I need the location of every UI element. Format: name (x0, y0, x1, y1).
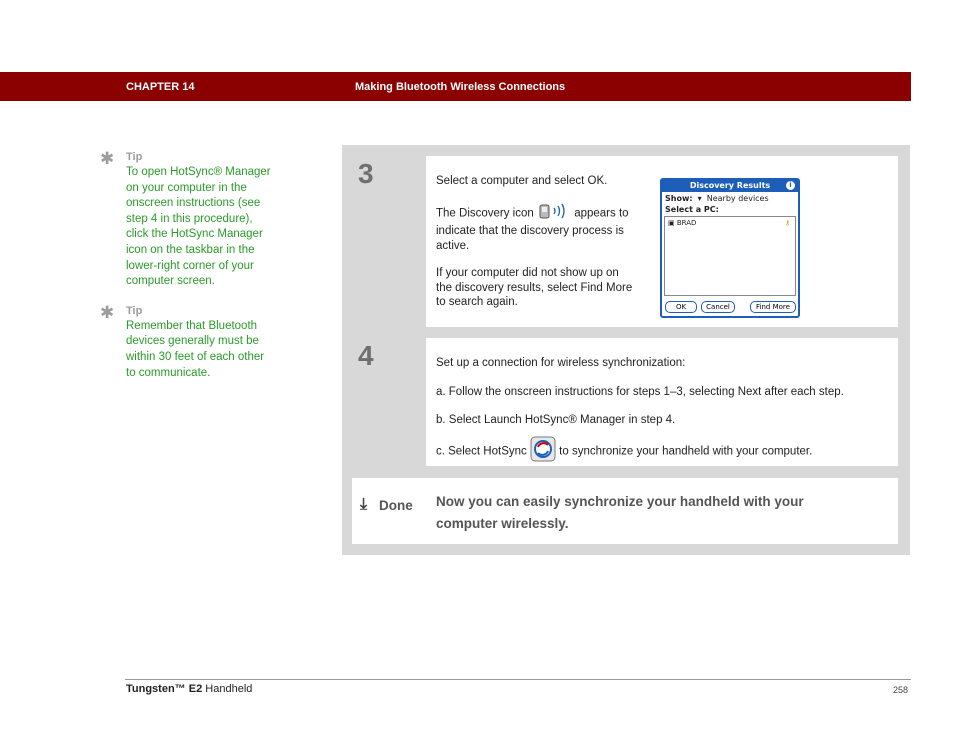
step-4-item-a: a. Follow the onscreen instructions for steps 1–3, selecting Next after each step. (436, 385, 844, 398)
tip-text: To open HotSync® Manager on your computer in the onscreen instructions (see step 4 in this procedure), click the HotSync Manager icon on the taskbar in the lower-right corner of your computer screen. (126, 166, 271, 288)
palm-select-row (662, 205, 798, 216)
palm-device-name: BRAD (676, 219, 697, 227)
key-icon: ⚷ (784, 219, 790, 227)
tip-1 (100, 150, 280, 290)
chapter-number: CHAPTER 14 (126, 81, 195, 93)
steps-panel (342, 145, 910, 555)
palm-select-label: Select a PC: (665, 205, 719, 214)
step-4 (352, 338, 898, 466)
footer-rule (125, 679, 911, 680)
chapter-title: Making Bluetooth Wireless Connections (355, 81, 566, 93)
step-number-cell (352, 156, 426, 327)
palm-show-value: Nearby devices (706, 194, 769, 203)
palm-buttons (665, 301, 795, 313)
palm-device-item: ▣ BRAD (668, 219, 697, 227)
step-3-body (436, 174, 636, 310)
arrow-down-icon: ⤓ (360, 496, 368, 513)
tip-text: Remember that Bluetooth devices generally must be within 30 feet of each other to communicate. (126, 319, 265, 379)
tips-sidebar (100, 150, 280, 395)
step-number: 4 (358, 340, 374, 371)
step-4-intro: Set up a connection for wireless synchronization: (436, 357, 686, 369)
footer-product (126, 683, 252, 695)
palm-title-bar (662, 180, 798, 192)
dropdown-arrow-icon: ▾ (695, 194, 705, 203)
palm-show-row (662, 192, 798, 205)
done-text: Now you can easily synchronize your handheld with your computer wirelessly. (436, 494, 804, 531)
step-4-body (436, 356, 890, 466)
palm-find-more-button: Find More (750, 301, 796, 313)
step-4-item-b: b. Select Launch HotSync® Manager in step 4. (436, 414, 676, 426)
footer-product-suffix: Handheld (205, 683, 253, 695)
tip-2 (100, 304, 280, 381)
hotsync-icon (530, 436, 556, 467)
step-3-text-2 (436, 202, 636, 254)
palm-title: Discovery Results (689, 181, 771, 190)
tip-label: Tip (126, 304, 143, 317)
step-4-item-c (436, 436, 890, 467)
discovery-icon (537, 202, 571, 225)
chapter-header-bar (0, 72, 911, 101)
tip-label: Tip (126, 151, 143, 163)
step-number-cell (352, 338, 426, 466)
palm-show-label: Show: (665, 194, 693, 203)
step-3-text-3: If your computer did not show up on the discovery results, select Find More to search again. (436, 267, 633, 308)
step-3-text-2a: The Discovery icon (436, 206, 534, 219)
step-number: 3 (358, 158, 374, 189)
palm-ok-button: OK (665, 301, 697, 313)
done-row (352, 478, 898, 544)
asterisk-icon: ✱ (100, 302, 115, 322)
step-3-text-2b: appears to indicate that the discovery process is active. (436, 206, 629, 252)
page-number: 258 (893, 685, 909, 695)
done-label: Done (379, 498, 413, 513)
step-4-item-c-1: c. Select HotSync (436, 444, 527, 457)
step-3-text-1: Select a computer and select OK. (436, 175, 608, 187)
info-icon: i (786, 181, 795, 190)
step-4-item-c-2: to synchronize your handheld with your computer. (559, 444, 813, 457)
palm-cancel-button: Cancel (701, 301, 735, 313)
asterisk-icon: ✱ (100, 149, 115, 168)
footer-product-prefix: Tungsten™ (126, 683, 186, 695)
palm-device-list (664, 216, 796, 296)
discovery-results-screenshot (660, 178, 800, 318)
step-3 (352, 156, 898, 327)
footer-product-model: E2 (188, 683, 203, 695)
